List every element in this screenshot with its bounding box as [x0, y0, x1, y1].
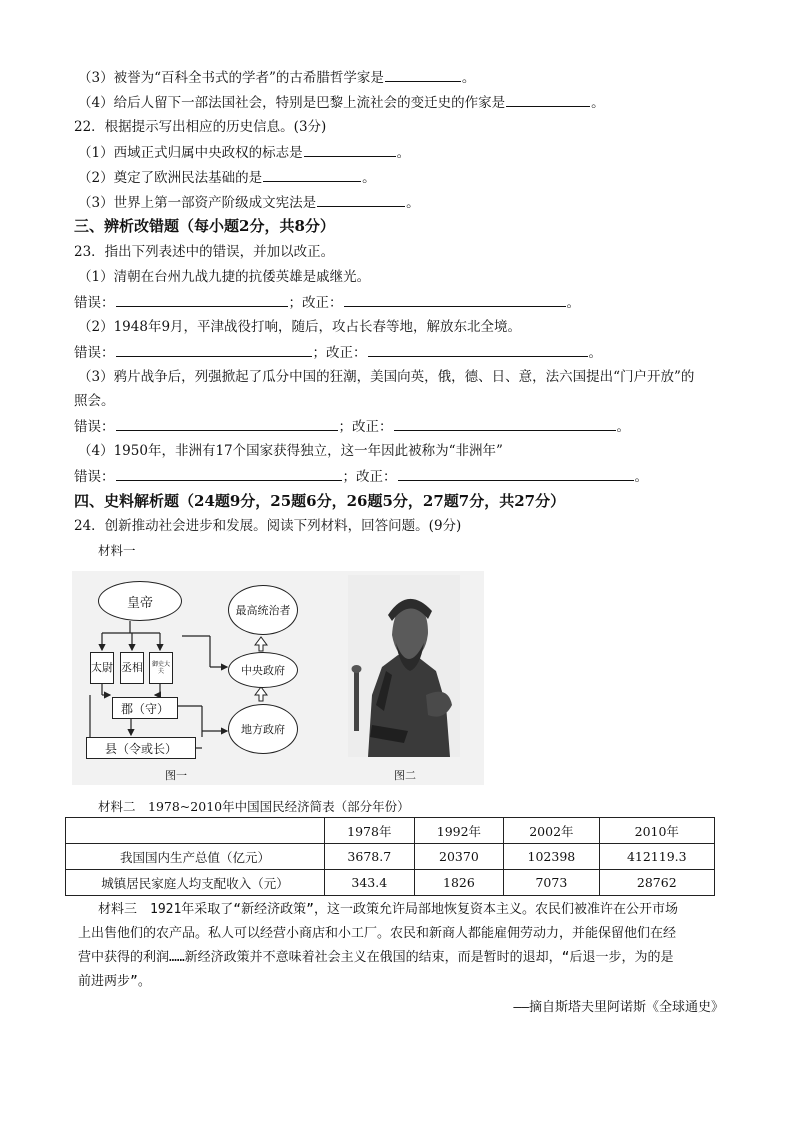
- node-local: 地方政府: [228, 704, 298, 754]
- material3-source: ——摘自斯塔夫里阿诺斯《全球通史》: [513, 1000, 724, 1015]
- figure1-caption: 图一: [165, 769, 187, 782]
- table-cell: 343.4: [325, 870, 415, 896]
- table-row-label: 城镇居民家庭人均支配收入（元）: [66, 870, 325, 896]
- table-header-cell: 2010年: [599, 818, 714, 844]
- q23-item3-cont: 照会。: [74, 393, 115, 409]
- table-cell: 412119.3: [599, 844, 714, 870]
- node-xian: 县（令或长）: [86, 737, 196, 759]
- table-cell: 102398: [504, 844, 599, 870]
- table-row: [66, 844, 715, 870]
- q21-item4: （4）给后人留下一部法国社会，特别是巴黎上流社会的变迁史的作家是 。: [78, 92, 605, 113]
- table-header-cell: 2002年: [504, 818, 599, 844]
- error-blank[interactable]: [116, 466, 342, 481]
- material3-line-1: 材料三 1921年采取了“新经济政策”，这一政策允许局部地恢复资本主义。农民们被准许在公开市场: [98, 902, 678, 917]
- table-header-row: [66, 818, 715, 844]
- material3-line-4: 前进两步”。: [78, 974, 151, 989]
- table-cell: 1826: [414, 870, 504, 896]
- correction-blank[interactable]: [394, 416, 616, 431]
- q22-item3: （3）世界上第一部资产阶级成文宪法是 。: [78, 192, 420, 213]
- economy-table: [65, 817, 715, 896]
- table-cell: 7073: [504, 870, 599, 896]
- answer-blank[interactable]: [317, 192, 405, 207]
- answer-blank[interactable]: [263, 167, 361, 182]
- q24-stem: 24．创新推动社会进步和发展。阅读下列材料，回答问题。(9分): [74, 518, 462, 534]
- table-header-cell: 1992年: [414, 818, 504, 844]
- table-row-label: 我国国内生产总值（亿元）: [66, 844, 325, 870]
- q22-item2: （2）奠定了欧洲民法基础的是 。: [78, 167, 376, 188]
- q23-item2: （2）1948年9月，平津战役打响，随后，攻占长春等地，解放东北全境。: [78, 319, 522, 335]
- table-cell: 3678.7: [325, 844, 415, 870]
- answer-blank[interactable]: [385, 67, 461, 82]
- figure2-caption: 图二: [394, 769, 416, 782]
- material3-line-2: 上出售他们的农产品。私人可以经营小商店和小工厂。农民和新商人都能雇佣劳动力，并能保留他们在经: [78, 926, 677, 941]
- q22-item1: （1）西域正式归属中央政权的标志是 。: [78, 142, 410, 163]
- correction-blank[interactable]: [398, 466, 634, 481]
- node-supreme: 最高统治者: [228, 585, 298, 635]
- q22-stem: 22．根据提示写出相应的历史信息。(3分): [74, 119, 327, 135]
- node-taiwei: 太尉: [90, 652, 114, 684]
- section4-heading: 四、史料解析题（24题9分，25题6分，26题5分，27题7分，共27分）: [74, 492, 566, 510]
- section3-heading: 三、辨析改错题（每小题2分，共8分）: [74, 217, 335, 235]
- correction-blank[interactable]: [368, 342, 588, 357]
- node-jun: 郡（守）: [112, 697, 178, 719]
- q23-answer-line-1: 错误： ；改正： 。: [74, 292, 580, 313]
- error-blank[interactable]: [116, 292, 288, 307]
- portrait-image: [348, 575, 460, 757]
- table-header-cell: 1978年: [325, 818, 415, 844]
- table-cell: 28762: [599, 870, 714, 896]
- q21-item3: （3）被誉为“百科全书式的学者”的古希腊哲学家是 。: [78, 67, 475, 88]
- table-row: [66, 870, 715, 896]
- node-emperor: 皇帝: [98, 581, 182, 621]
- q23-item1: （1）清朝在台州九战九捷的抗倭英雄是戚继光。: [78, 269, 371, 285]
- q23-answer-line-3: 错误： ；改正： 。: [74, 416, 630, 437]
- error-blank[interactable]: [116, 342, 312, 357]
- material2-label: 材料二 1978~2010年中国国民经济简表（部分年份）: [98, 799, 410, 814]
- correction-blank[interactable]: [344, 292, 566, 307]
- answer-blank[interactable]: [506, 92, 590, 107]
- error-blank[interactable]: [116, 416, 338, 431]
- answer-blank[interactable]: [304, 142, 396, 157]
- table-cell: 20370: [414, 844, 504, 870]
- node-yushi: 御史大夫: [149, 652, 173, 684]
- q23-answer-line-4: 错误： ；改正： 。: [74, 466, 648, 487]
- material1-figures: [72, 571, 484, 785]
- node-central: 中央政府: [228, 652, 298, 688]
- q23-item4: （4）1950年，非洲有17个国家获得独立，这一年因此被称为“非洲年”: [78, 443, 503, 459]
- node-chengxiang: 丞相: [120, 652, 144, 684]
- q23-item3: （3）鸦片战争后，列强掀起了瓜分中国的狂潮，美国向英，俄，德、日、意，法六国提出“门户开放”的: [78, 369, 695, 385]
- material3-line-3: 营中获得的利润……新经济政策并不意味着社会主义在俄国的结束，而是暂时的退却，“后退一步，为的是: [78, 950, 674, 965]
- q23-stem: 23．指出下列表述中的错误，并加以改正。: [74, 244, 335, 260]
- material1-label: 材料一: [98, 543, 136, 558]
- q23-answer-line-2: 错误： ；改正： 。: [74, 342, 602, 363]
